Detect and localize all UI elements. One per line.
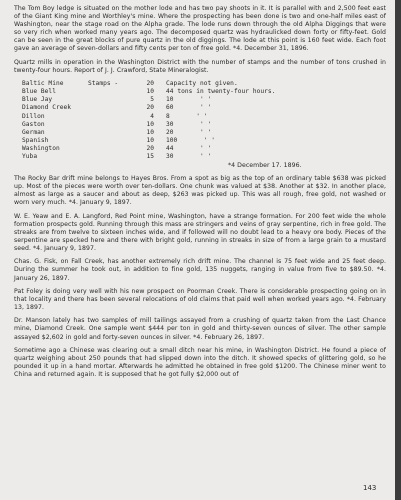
quartz-mills-table	[22, 80, 386, 161]
table-row	[22, 96, 386, 104]
mill-name: German	[22, 128, 45, 136]
tons-crushed: 20 ' '	[166, 128, 212, 136]
table-row	[22, 145, 386, 153]
stamps-count: 15	[146, 152, 154, 160]
mill-name: Yuba	[22, 152, 38, 160]
table-row	[22, 153, 386, 161]
stamps-count: 10	[146, 136, 154, 144]
table-row	[22, 80, 386, 88]
table-row	[22, 121, 386, 129]
mill-name: Spanish	[22, 136, 49, 144]
mill-name: Diamond Creek	[22, 104, 72, 112]
stamps-count: 20	[146, 104, 154, 112]
binding-edge	[395, 0, 401, 500]
table-row	[22, 104, 386, 112]
tons-crushed: 44 ' '	[166, 144, 212, 152]
stamps-count: 20	[146, 80, 154, 88]
paragraph-rocky-bar: The Rocky Bar drift mine belongs to Hayes Bros. From a spot as big as the top of an ordinary table $638 was picked up. Most of the pieces were worth over ten-dollars. One chunk was valued at $38. Another at $32. In another place, almost as large as a saucer and about as deep, $263 was picked up. This was all rough, free gold, not washed or worn very much. *4. January 9, 1897.	[14, 175, 386, 207]
paragraph-red-point-mine: W. E. Yeaw and E. A. Langford, Red Point mine, Washington, have a strange formation. For 200 feet wide the whole formation prospects gold. Running through this mass are stringers and veins of gray serpentine, rich in free gold. The streaks are from twelve to sixteen inches wide, and if followed will no doubt lead to a heavy ore body. Pieces of the serpentine are specked here and there with bright gold, running in streaks in size of from a large grain to a mustard seed. *4. January 9, 1897.	[14, 212, 386, 253]
stamps-count: 20	[146, 144, 154, 152]
table-citation: *4 December 17. 1896.	[228, 162, 302, 170]
paragraph-chinese-miner: Sometime ago a Chinese was clearing out a small ditch near his mine, in Washington District. He found a piece of quartz weighing about 250 pounds that had slipped down into the ditch. It showed specks of glittering gold, so he pounded it up in a hand mortar. Afterwards he admitted he obtained in free gold $1200. The Chinese miner went to China and returned again. It is supposed that he got fully $2,000 out of	[14, 346, 386, 379]
paragraph-pat-foley: Pat Foley is doing very well with his new prospect on Poorman Creek. There is considerable prospecting going on in that locality and there has been several relocations of old claims that paid well when worked years ago. *4. February 13, 1897.	[14, 287, 386, 312]
mill-name: Blue Jay	[22, 96, 53, 104]
tons-crushed: 100 ' '	[166, 136, 216, 144]
mill-name: Baltic Mine	[22, 80, 64, 88]
mill-name: Washington	[22, 144, 60, 152]
stamps-count: 10	[146, 128, 154, 136]
tons-crushed: 10 ' '	[166, 96, 212, 104]
stamps-header: Stamps -	[88, 80, 119, 88]
tons-crushed: 8 ' '	[166, 112, 208, 120]
table-row	[22, 113, 386, 121]
stamps-count: 10	[146, 88, 154, 96]
table-row	[22, 137, 386, 145]
page-number: 143	[363, 484, 377, 492]
mill-name: Gaston	[22, 120, 45, 128]
stamps-count: 4	[150, 112, 154, 120]
paragraph-quartz-mills-intro: Quartz mills in operation in the Washington District with the number of stamps and the number of tons crushed in twenty-four hours. Report of J. J. Crawford, State Mineralogist.	[14, 58, 386, 74]
stamps-count: 10	[146, 120, 154, 128]
table-row	[22, 88, 386, 96]
mill-name: Dillon	[22, 112, 45, 120]
tons-crushed: 60 ' '	[166, 104, 212, 112]
tons-crushed: 44 tons in twenty-four hours.	[166, 88, 276, 96]
stamps-count: 5	[150, 96, 154, 104]
tons-crushed: 30 ' '	[166, 152, 212, 160]
mill-name: Blue Bell	[22, 88, 56, 96]
tons-crushed: 30 ' '	[166, 120, 212, 128]
table-row	[22, 129, 386, 137]
page-body	[14, 5, 386, 384]
paragraph-dr-manson: Dr. Manson lately has two samples of mill tailings assayed from a crushing of quartz taken from the Last Chance mine, Diamond Creek. One sample went $444 per ton in gold and thirty-seven ounces of silver. The other sample assayed $2,602 in gold and forty-seven ounces in silver. *4. February 26, 1897.	[14, 317, 386, 341]
paragraph-tom-boy-ledge: The Tom Boy ledge is situated on the mother lode and has two pay shoots in it. It is parallel with and 2,500 feet east of the Giant King mine and Worthley's mine. Where the prospecting has been done is two and one-half miles east of Washington, near the stage road on the Alpha grade. The lode runs down through the old Alpha Diggings that were so very rich when worked many years ago. The decomposed quartz was hydraulicked down forty or fifty-feet. Gold can be seen in the great blocks of pure quartz in the old diggings. The lode at this point is 160 feet wide. Each foot gave an average of seven-dollars and fifty cents per ton of free gold. *4. December 31, 1896.	[14, 5, 386, 53]
tons-crushed: Capacity not given.	[166, 80, 238, 88]
paragraph-fall-creek: Chas. G. Fisk, on Fall Creek, has another extremely rich drift mine. The channel is 75 feet wide and 25 feet deep. During the summer he took out, in addition to fine gold, 135 nuggets, ranging in value from five to $89.50. *4. January 26, 1897.	[14, 258, 386, 282]
